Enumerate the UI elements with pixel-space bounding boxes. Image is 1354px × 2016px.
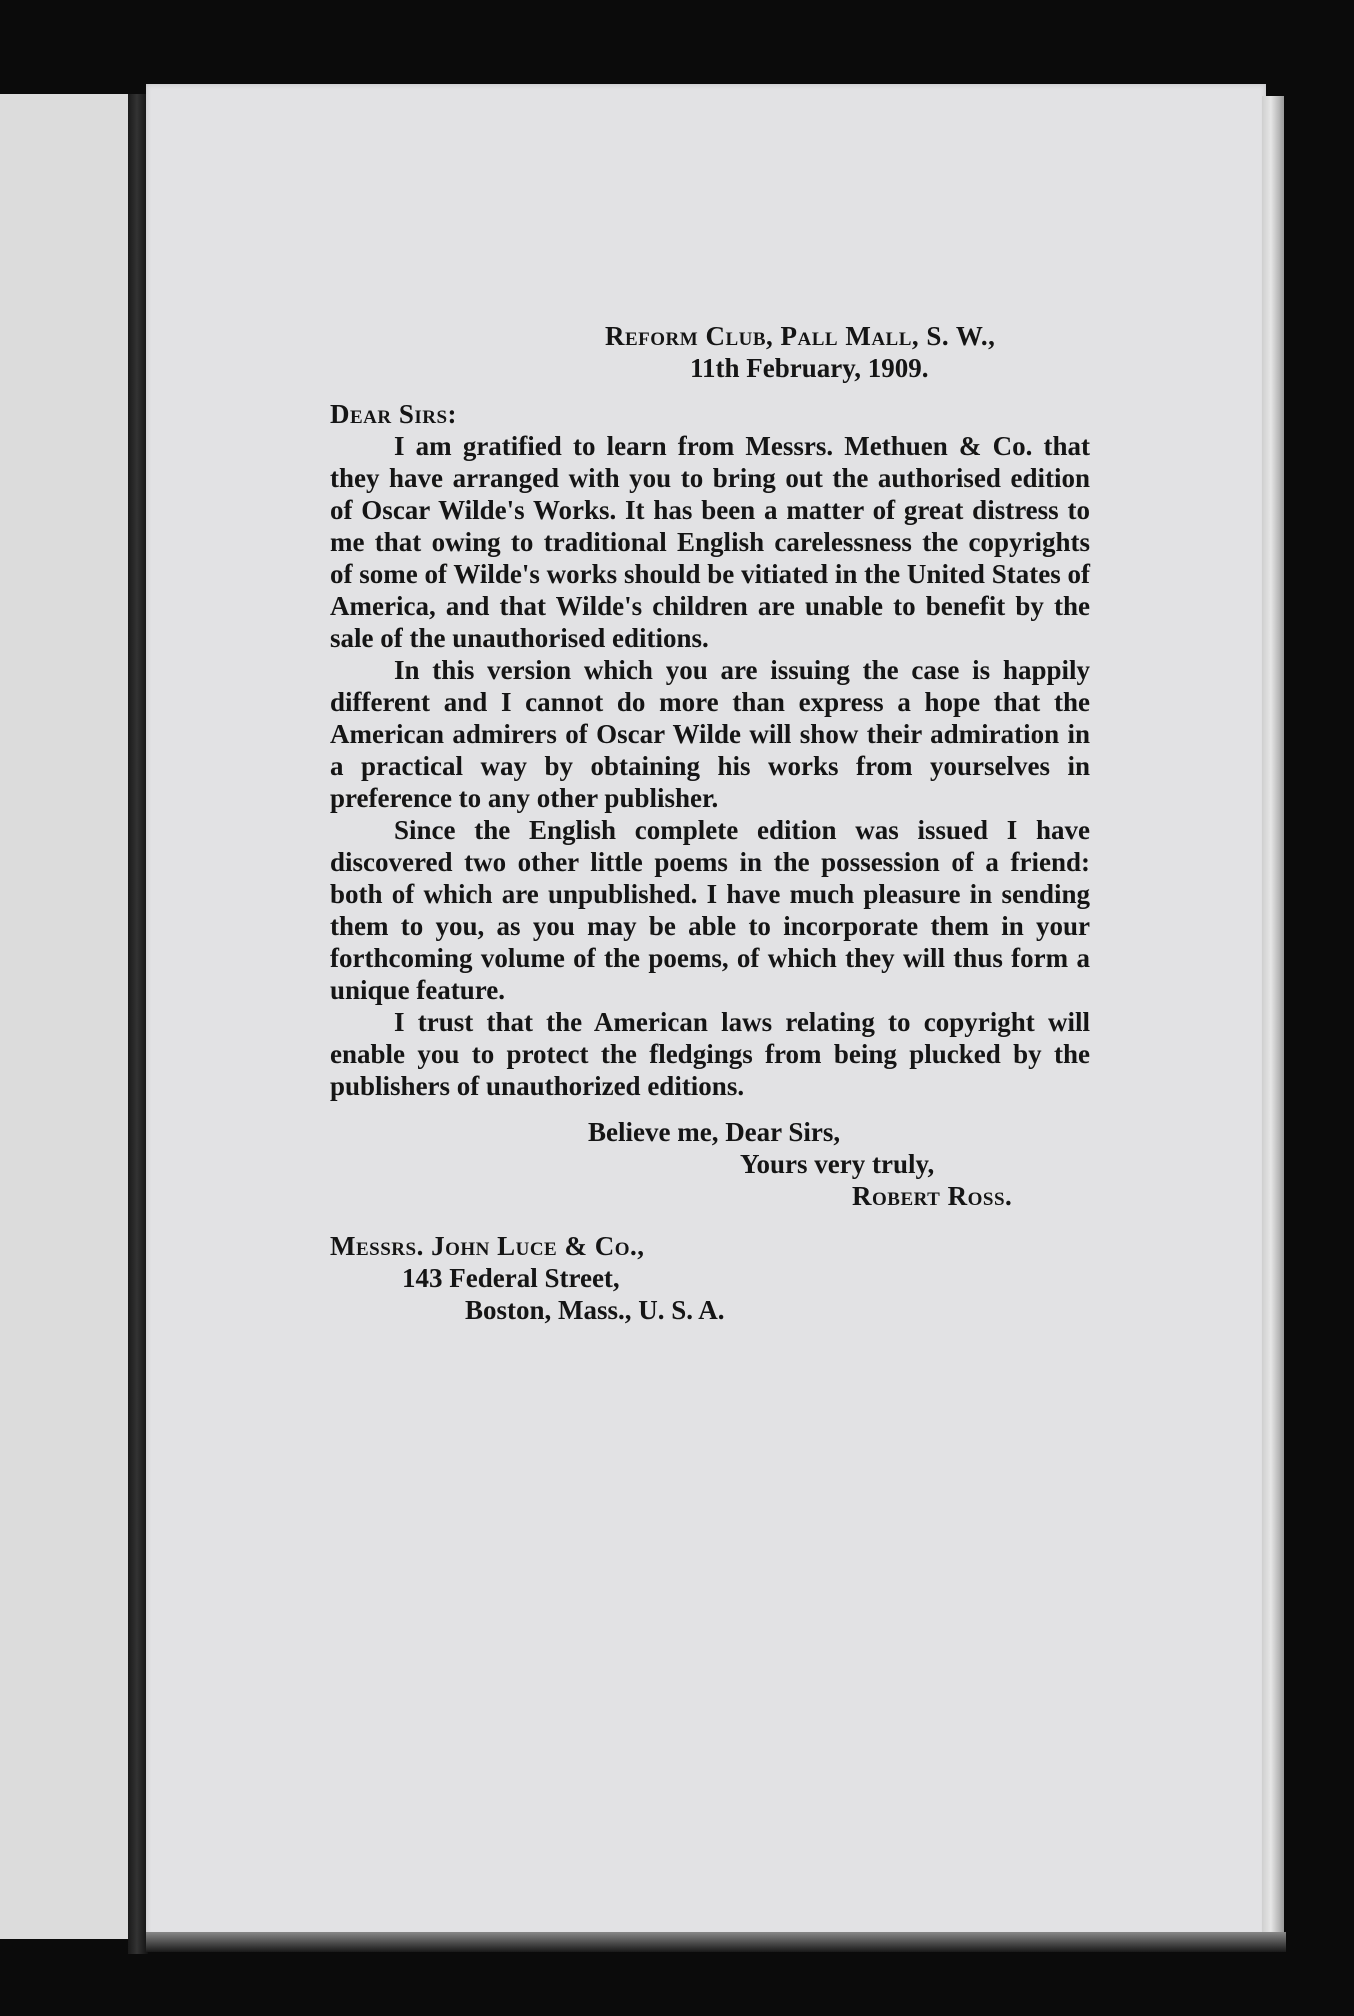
letter-body [330,320,1090,1326]
book-spine [128,94,148,1954]
paragraph-3: Since the English complete edition was issued I have discovered two other little poems in the possession of a friend: both of which are unpublished. I have much pleasure in sending them to you, as you may be able to incorporate them in your forthcoming volume of the poems, of which they will thus form a unique feature. [330,815,1090,1005]
page-stack-edge [1262,96,1284,1936]
salutation: Dear Sirs: [330,399,458,429]
recipient-city: Boston, Mass., U. S. A. [465,1295,725,1325]
recipient-street: 143 Federal Street, [402,1263,620,1293]
recipient-name: Messrs. John Luce & Co., [330,1231,645,1261]
heading-address: Reform Club, Pall Mall, S. W., [605,321,996,351]
closing-line-2: Yours very truly, [740,1149,935,1179]
heading-date: 11th February, 1909. [690,353,929,383]
closing-line-1: Believe me, Dear Sirs, [588,1117,841,1147]
paragraph-4: I trust that the American laws relating to copyright will enable you to protect the fledgings from being plucked by the publishers of unauthorized editions. [330,1007,1090,1101]
paragraph-1: I am gratified to learn from Messrs. Methuen & Co. that they have arranged with you to bring out the authorised edition of Oscar Wilde's Works. It has been a matter of great distress to me that owing to traditional English carelessness the copyrights of some of Wilde's works should be vitiated in the United States of America, and that Wilde's children are unable to benefit by the sale of the unauthorised editions. [330,431,1090,653]
page-bottom-shadow [146,1932,1286,1952]
paragraph-2: In this version which you are issuing the case is happily different and I cannot do more than express a hope that the American admirers of Oscar Wilde will show their admiration in a practical way by obtaining his works from yourselves in preference to any other publisher. [330,655,1090,813]
left-page-edge [0,94,130,1939]
signature: Robert Ross. [852,1181,1013,1211]
